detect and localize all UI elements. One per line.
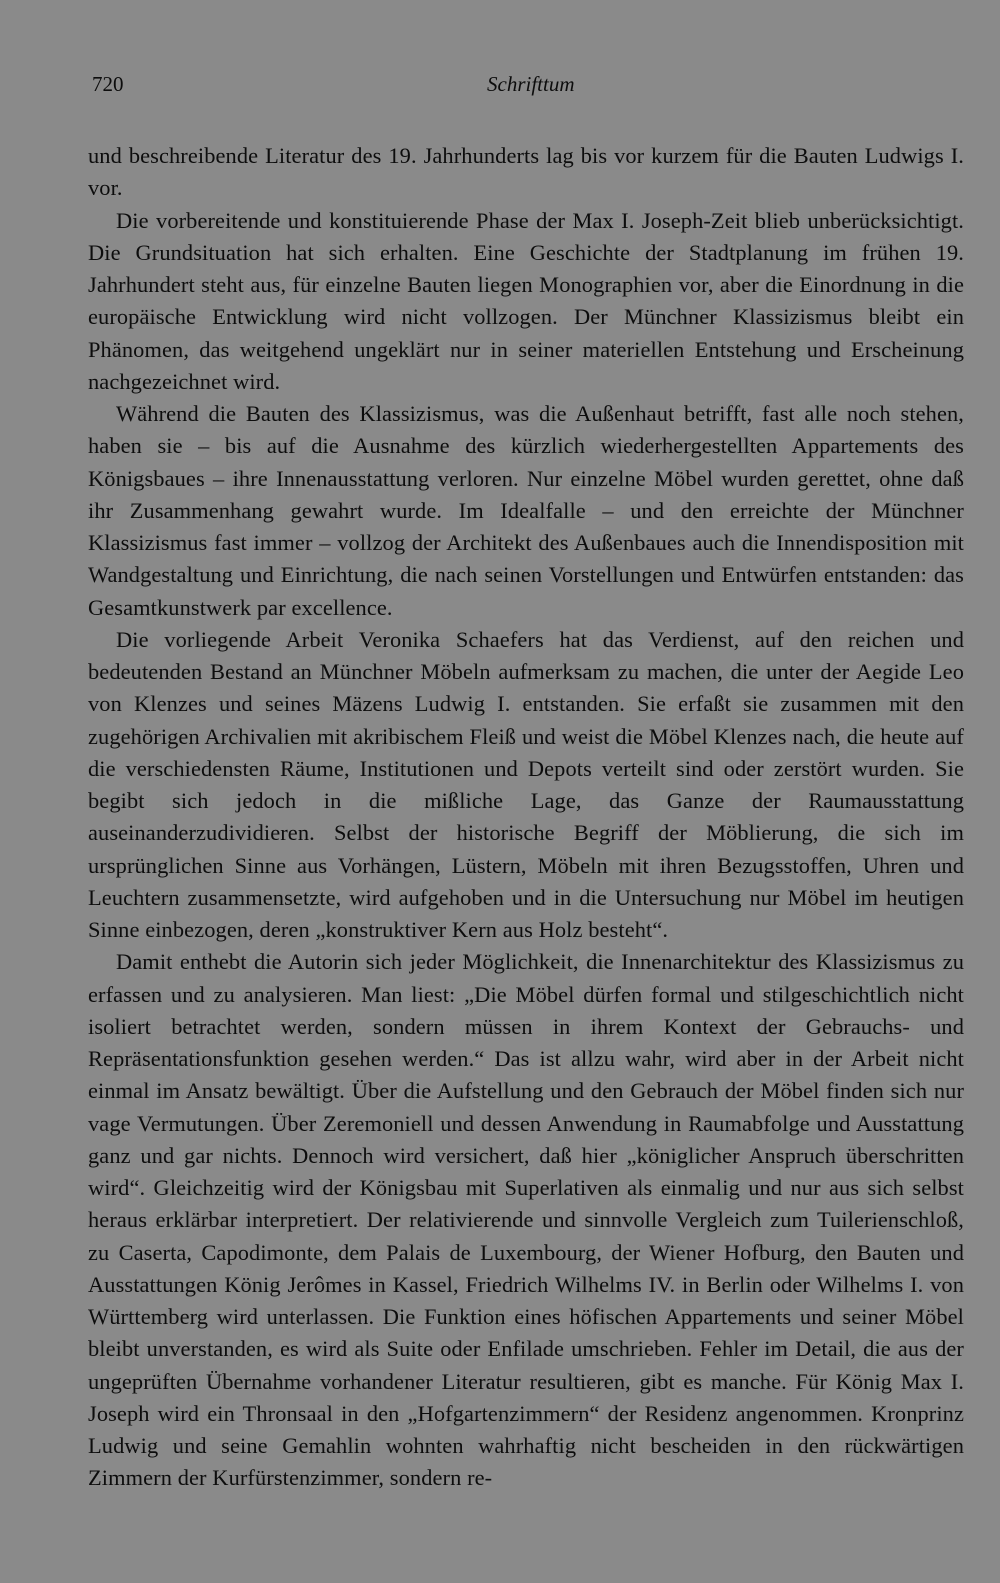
page-number: 720: [92, 72, 124, 96]
running-title: Schrifttum: [487, 72, 575, 96]
body-text: [88, 140, 964, 1495]
page-header: [92, 72, 912, 102]
paragraph: Damit enthebt die Autorin sich jeder Möglichkeit, die Innenarchitektur des Klassizismus zu erfassen und zu analysieren. Man liest: „Die Möbel dürfen formal und stilgeschichtlich nicht isoliert betrachtet werden, sondern müssen in ihrem Kontext der Gebrauchs- und Repräsentationsfunktion gesehen werden.“ Das ist allzu wahr, wird aber in der Arbeit nicht einmal im Ansatz bewältigt. Über die Aufstellung und den Gebrauch der Möbel finden sich nur vage Vermutungen. Über Zeremoniell und dessen Anwendung in Raumabfolge und Ausstattung ganz und gar nichts. Dennoch wird versichert, daß hier „königlicher Anspruch überschritten wird“. Gleichzeitig wird der Königsbau mit Superlativen als einmalig und nur aus sich selbst heraus erklärbar interpretiert. Der relativierende und sinnvolle Vergleich zum Tuilerienschloß, zu Caserta, Capodimonte, dem Palais de Luxembourg, der Wiener Hofburg, den Bauten und Ausstattungen König Jerômes in Kassel, Friedrich Wilhelms IV. in Berlin oder Wilhelms I. von Württemberg wird unterlassen. Die Funktion eines höfischen Appartements und seiner Möbel bleibt unverstanden, es wird als Suite oder Enfilade umschrieben. Fehler im Detail, die aus der ungeprüften Übernahme vorhandener Literatur resultieren, gibt es manche. Für König Max I. Joseph wird ein Thronsaal in den „Hofgartenzimmern“ der Residenz angenommen. Kronprinz Ludwig und seine Gemahlin wohnten wahrhaftig nicht bescheiden in den rückwärtigen Zimmern der Kurfürstenzimmer, sondern re-: [88, 949, 964, 1491]
paragraph: Die vorbereitende und konstituierende Phase der Max I. Joseph-Zeit blieb unberücksichtigt. Die Grundsituation hat sich erhalten. Eine Geschichte der Stadtplanung im frühen 19. Jahrhundert steht aus, für einzelne Bauten liegen Monographien vor, aber die Einordnung in die europäische Entwicklung wird nicht vollzogen. Der Münchner Klassizismus bleibt ein Phänomen, das weitgehend ungeklärt nur in seiner materiellen Entstehung und Erscheinung nachgezeichnet wird.: [88, 207, 964, 394]
paragraph: Während die Bauten des Klassizismus, was die Außenhaut betrifft, fast alle noch stehen, haben sie – bis auf die Ausnahme des kürzlich wiederhergestellten Appartements des Königsbaues – ihre Innenausstattung verloren. Nur einzelne Möbel wurden gerettet, ohne daß ihr Zusammenhang gewahrt wurde. Im Idealfalle – und den erreichte der Münchner Klassizismus fast immer – vollzog der Architekt des Außenbaues auch die Innendisposition mit Wandgestaltung und Einrichtung, die nach seinen Vorstellungen und Entwürfen entstanden: das Gesamtkunstwerk par excellence.: [88, 401, 964, 620]
paragraph-continuation: und beschreibende Literatur des 19. Jahrhunderts lag bis vor kurzem für die Bauten Ludwigs I. vor.: [88, 143, 964, 201]
paragraph: Die vorliegende Arbeit Veronika Schaefers hat das Verdienst, auf den reichen und bedeutenden Bestand an Münchner Möbeln aufmerksam zu machen, die unter der Aegide Leo von Klenzes und seines Mäzens Ludwig I. entstanden. Sie erfaßt sie zusammen mit den zugehörigen Archivalien mit akribischem Fleiß und weist die Möbel Klenzes nach, die heute auf die verschiedensten Räume, Institutionen und Depots verteilt sind oder zerstört wurden. Sie begibt sich jedoch in die mißliche Lage, das Ganze der Raumausstattung auseinanderzudividieren. Selbst der historische Begriff der Möblierung, die sich im ursprünglichen Sinne aus Vorhängen, Lüstern, Möbeln mit ihren Bezugsstoffen, Uhren und Leuchtern zusammensetzte, wird aufgehoben und in die Untersuchung nur Möbel im heutigen Sinne einbezogen, deren „konstruktiver Kern aus Holz besteht“.: [88, 626, 964, 942]
